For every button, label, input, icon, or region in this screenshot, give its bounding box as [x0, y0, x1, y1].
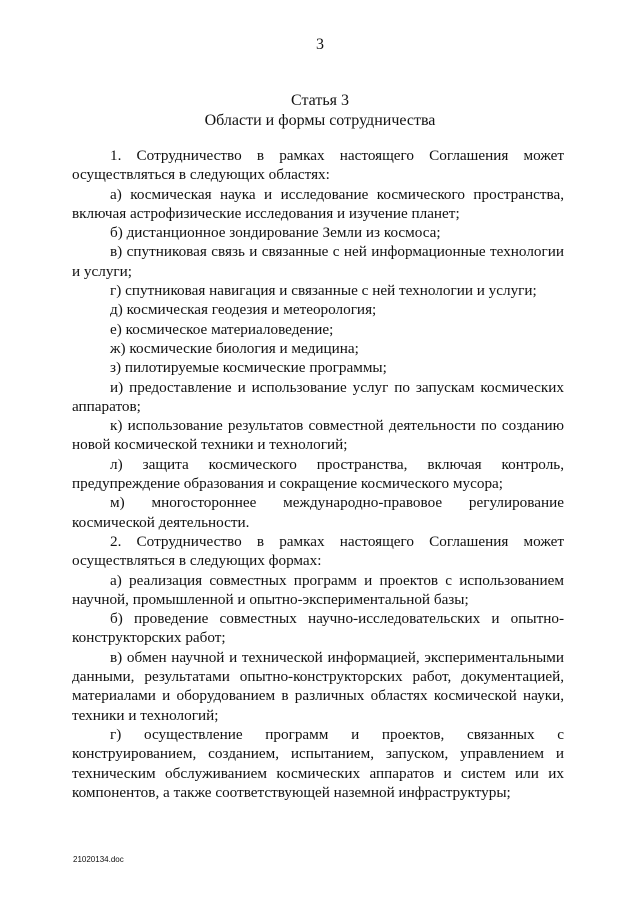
clause-2-item-g: г) осуществление программ и проектов, связанных с конструированием, созданием, испытанием, запуском, управлением и техническим обслуживанием космических аппаратов и систем или их компонентов, а также соответствующей наземной инфраструктуры;: [72, 725, 564, 801]
page-number: 3: [316, 36, 324, 53]
clause-1-item-zh: ж) космические биология и медицина;: [110, 339, 359, 357]
clause-1-intro: 1. Сотрудничество в рамках настоящего Соглашения может осуществляться в следующих областях:: [72, 147, 564, 184]
article-subtitle: Области и формы сотрудничества: [204, 112, 436, 129]
clause-1-item-g: г) спутниковая навигация и связанные с ней технологии и услуги;: [110, 282, 537, 300]
clause-2-item-a: а) реализация совместных программ и проектов с использованием научной, промышленной и опытно-экспериментальной базы;: [72, 571, 564, 608]
article-title: Статья 3: [291, 92, 349, 109]
clause-1-item-k: к) использование результатов совместной деятельности по созданию новой космической техники и технологий;: [72, 417, 564, 454]
clause-2-item-b: б) проведение совместных научно-исследовательских и опытно-конструкторских работ;: [72, 610, 564, 647]
clause-1-item-a: а) космическая наука и исследование космического пространства, включая астрофизические исследования и изучение планет;: [72, 185, 564, 222]
clause-1-item-d: д) космическая геодезия и метеорология;: [110, 301, 377, 319]
footer-filename: 21020134.doc: [73, 855, 124, 864]
document-body: [72, 146, 564, 802]
clause-2-intro: 2. Сотрудничество в рамках настоящего Соглашения может осуществляться в следующих формах:: [72, 532, 564, 570]
clause-1-item-m: м) многостороннее международно-правовое регулирование космической деятельности.: [72, 494, 564, 531]
clause-1-item-z: з) пилотируемые космические программы;: [110, 359, 387, 377]
clause-1-item-i: и) предоставление и использование услуг по запускам космических аппаратов;: [72, 378, 564, 415]
clause-1-item-v: в) спутниковая связь и связанные с ней информационные технологии и услуги;: [72, 243, 564, 280]
clause-2-item-v: в) обмен научной и технической информацией, экспериментальными данными, результатами опытно-конструкторских работ, документацией, материалами и оборудованием в различных областях космической науки, техники и технологий;: [72, 648, 564, 724]
clause-1-item-e: е) космическое материаловедение;: [110, 320, 334, 338]
clause-1-item-b: б) дистанционное зондирование Земли из космоса;: [110, 224, 441, 242]
clause-1-item-l: л) защита космического пространства, включая контроль, предупреждение образования и сокращение космического мусора;: [72, 455, 564, 493]
